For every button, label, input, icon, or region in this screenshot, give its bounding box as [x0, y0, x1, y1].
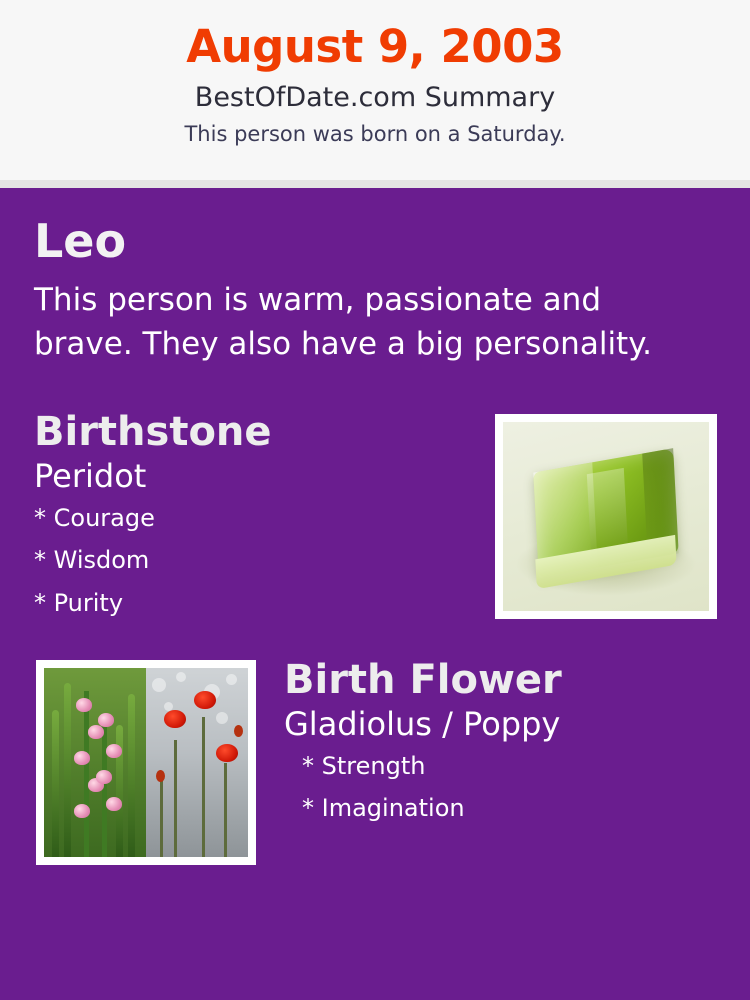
site-summary-label: BestOfDate.com Summary [194, 81, 556, 113]
details-panel [0, 188, 750, 1000]
birth-flower-trait: * Imagination [302, 794, 465, 823]
page-title: August 9, 2003 [186, 20, 564, 73]
header-divider [0, 180, 750, 188]
card-header [0, 0, 750, 180]
birthstone-heading: Birthstone [34, 409, 272, 456]
gladiolus-photo-half [44, 668, 146, 857]
birth-flower-name: Gladiolus / Poppy [284, 705, 561, 743]
peridot-photo-inner [503, 422, 709, 611]
peridot-crystal-photo [495, 414, 717, 619]
zodiac-sign-name: Leo [34, 214, 127, 268]
poppy-photo-half [146, 668, 248, 857]
zodiac-description: This person is warm, passionate and brave. They also have a big personality. [34, 282, 652, 363]
birth-flower-section [34, 657, 716, 875]
birthstone-name: Peridot [34, 457, 147, 496]
birthstone-section [34, 409, 716, 617]
birth-weekday-note: This person was born on a Saturday. [184, 121, 566, 146]
birth-flower-trait: * Strength [302, 751, 426, 780]
birthstone-trait: * Purity [34, 588, 124, 617]
flower-photo-inner [44, 668, 248, 857]
birthstone-trait: * Wisdom [34, 546, 150, 575]
gladiolus-poppy-photo [36, 660, 256, 865]
zodiac-section [34, 214, 716, 366]
birthstone-trait: * Courage [34, 503, 155, 532]
birth-flower-text [284, 657, 716, 823]
birth-flower-heading: Birth Flower [284, 657, 562, 703]
panel-footer-strip [0, 988, 750, 1000]
